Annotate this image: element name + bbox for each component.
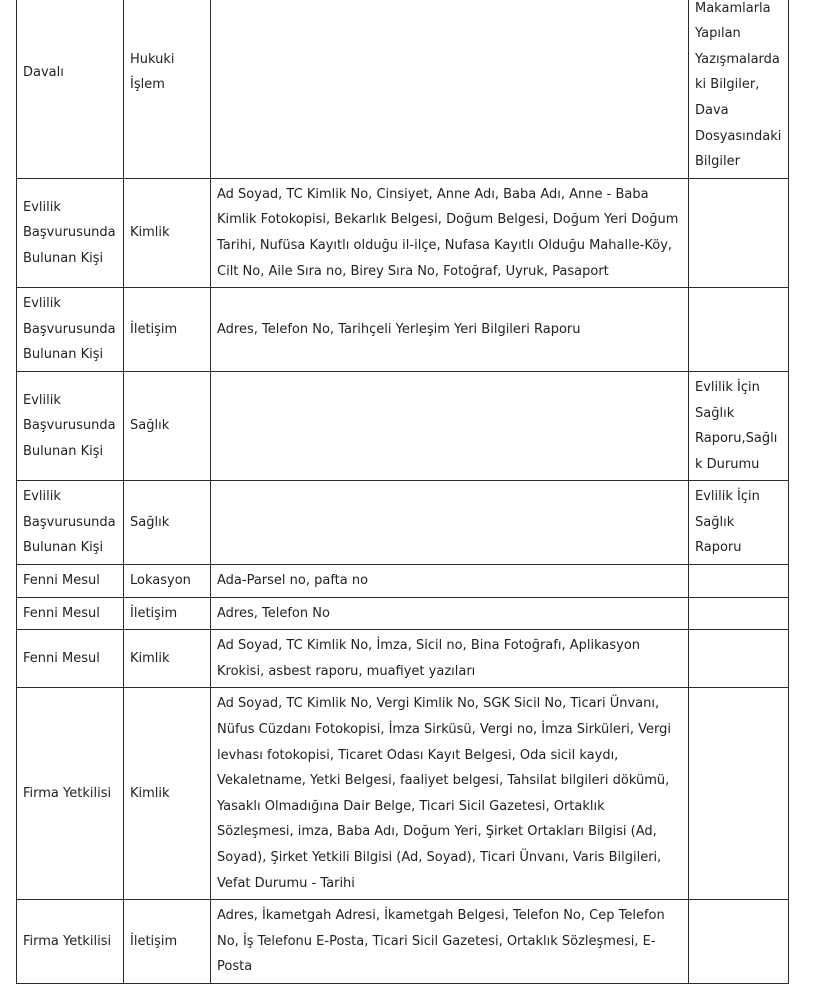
- table-row: [17, 565, 789, 598]
- table-row: [17, 597, 789, 630]
- cell-data-category: Kimlik: [124, 630, 211, 688]
- cell-data-notes: Evlilik İçin Sağlık Raporu: [689, 481, 789, 565]
- table-row: [17, 0, 789, 178]
- cell-data-notes: [689, 630, 789, 688]
- cell-data-notes: [689, 597, 789, 630]
- table-row: [17, 481, 789, 565]
- personal-data-table: [16, 0, 789, 984]
- cell-data-subject: Firma Yetkilisi: [17, 900, 124, 984]
- cell-data-category: Lokasyon: [124, 565, 211, 598]
- cell-data-category: Kimlik: [124, 688, 211, 900]
- cell-data-notes: [689, 900, 789, 984]
- cell-data-items: Ad Soyad, TC Kimlik No, İmza, Sicil no, Bina Fotoğrafı, Aplikasyon Krokisi, asbest raporu, muafiyet yazıları: [211, 630, 689, 688]
- cell-data-subject: Evlilik Başvurusunda Bulunan Kişi: [17, 178, 124, 287]
- cell-data-subject: Fenni Mesul: [17, 597, 124, 630]
- cell-data-items: Adres, Telefon No: [211, 597, 689, 630]
- cell-data-notes: [689, 688, 789, 900]
- cell-data-notes: Makamlarla Yapılan Yazışmalardaki Bilgiler, Dava Dosyasındaki Bilgiler: [689, 0, 789, 178]
- cell-data-category: İletişim: [124, 597, 211, 630]
- cell-data-category: İletişim: [124, 288, 211, 372]
- cell-data-category: İletişim: [124, 900, 211, 984]
- cell-data-category: Sağlık: [124, 371, 211, 480]
- table-row: [17, 630, 789, 688]
- cell-data-items: [211, 481, 689, 565]
- cell-data-subject: Evlilik Başvurusunda Bulunan Kişi: [17, 481, 124, 565]
- cell-data-items: Adres, İkametgah Adresi, İkametgah Belgesi, Telefon No, Cep Telefon No, İş Telefonu E-Posta, Ticari Sicil Gazetesi, Ortaklık Sözleşmesi, E-Posta: [211, 900, 689, 984]
- document-body: [16, 0, 789, 984]
- cell-data-items: Ad Soyad, TC Kimlik No, Vergi Kimlik No, SGK Sicil No, Ticari Ünvanı, Nüfus Cüzdanı Fotokopisi, İmza Sirküsü, Vergi no, İmza Sirküleri, Vergi levhası fotokopisi, Ticaret Odası Kayıt Belgesi, Oda sicil kaydı, Vekaletname, Yetki Belgesi, faaliyet belgesi, Tahsilat bilgileri dökümü, Yasaklı Olmadığına Dair Belge, Ticari Sicil Gazetesi, Ortaklık Sözleşmesi, imza, Baba Adı, Doğum Yeri, Şirket Ortakları Bilgisi (Ad, Soyad), Şirket Yetkili Bilgisi (Ad, Soyad), Ticari Ünvanı, Varis Bilgileri, Vefat Durumu - Tarihi: [211, 688, 689, 900]
- cell-data-notes: Evlilik İçin Sağlık Raporu,Sağlık Durumu: [689, 371, 789, 480]
- cell-data-notes: [689, 288, 789, 372]
- cell-data-items: Ad Soyad, TC Kimlik No, Cinsiyet, Anne Adı, Baba Adı, Anne - Baba Kimlik Fotokopisi, Bekarlık Belgesi, Doğum Belgesi, Doğum Yeri Doğum Tarihi, Nufüsa Kayıtlı olduğu il-ilçe, Nufasa Kayıtlı Olduğu Mahalle-Köy, Cilt No, Aile Sıra no, Birey Sıra No, Fotoğraf, Uyruk, Pasaport: [211, 178, 689, 287]
- cell-data-notes: [689, 178, 789, 287]
- cell-data-category: Hukuki İşlem: [124, 0, 211, 178]
- cell-data-items: Ada-Parsel no, pafta no: [211, 565, 689, 598]
- table-row: [17, 288, 789, 372]
- table-row: [17, 688, 789, 900]
- cell-data-subject: Evlilik Başvurusunda Bulunan Kişi: [17, 371, 124, 480]
- cell-data-notes: [689, 565, 789, 598]
- table-row: [17, 900, 789, 984]
- table-row: [17, 371, 789, 480]
- cell-data-items: Adres, Telefon No, Tarihçeli Yerleşim Yeri Bilgileri Raporu: [211, 288, 689, 372]
- cell-data-items: [211, 0, 689, 178]
- cell-data-subject: Davalı: [17, 0, 124, 178]
- cell-data-subject: Fenni Mesul: [17, 630, 124, 688]
- cell-data-category: Sağlık: [124, 481, 211, 565]
- table-row: [17, 178, 789, 287]
- cell-data-subject: Firma Yetkilisi: [17, 688, 124, 900]
- cell-data-category: Kimlik: [124, 178, 211, 287]
- cell-data-subject: Fenni Mesul: [17, 565, 124, 598]
- cell-data-subject: Evlilik Başvurusunda Bulunan Kişi: [17, 288, 124, 372]
- cell-data-items: [211, 371, 689, 480]
